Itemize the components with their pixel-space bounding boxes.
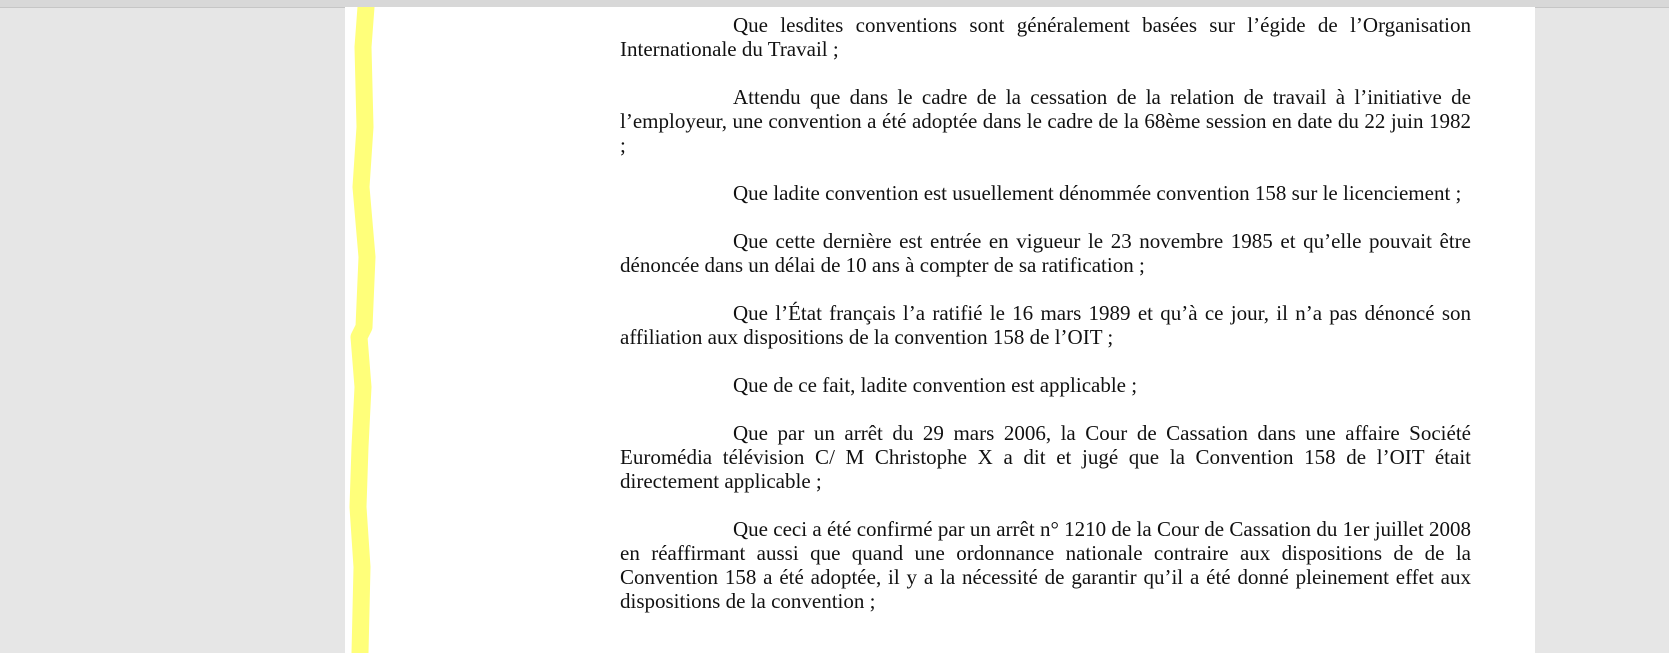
paragraph-8: Que ceci a été confirmé par un arrêt n° 1210 de la Cour de Cassation du 1er juillet 2008 en réaffirmant aussi que quand une ordonnance nationale contraire aux dispositions de de la Convention 158 a été adoptée, il y a la nécessité de garantir qu’il a été donné pleinement effet aux dispositions de la convention ; <box>620 517 1471 613</box>
document-body <box>620 13 1471 637</box>
paragraph-5: Que l’État français l’a ratifié le 16 mars 1989 et qu’à ce jour, il n’a pas dénoncé son affiliation aux dispositions de la convention 158 de l’OIT ; <box>620 301 1471 349</box>
paragraph-7: Que par un arrêt du 29 mars 2006, la Cour de Cassation dans une affaire Société Euromédia télévision C/ M Christophe X a dit et jugé que la Convention 158 de l’OIT était directement applicable ; <box>620 421 1471 493</box>
paragraph-1: Que lesdites conventions sont généralement basées sur l’égide de l’Organisation Internationale du Travail ; <box>620 13 1471 61</box>
highlighter-mark <box>345 7 385 653</box>
paragraph-6: Que de ce fait, ladite convention est applicable ; <box>733 373 1138 397</box>
document-page[interactable] <box>345 7 1535 653</box>
paragraph-4: Que cette dernière est entrée en vigueur le 23 novembre 1985 et qu’elle pouvait être dénoncée dans un délai de 10 ans à compter de sa ratification ; <box>620 229 1471 277</box>
paragraph-2: Attendu que dans le cadre de la cessation de la relation de travail à l’initiative de l’employeur, une convention a été adoptée dans le cadre de la 68ème session en date du 22 juin 1982 ; <box>620 85 1471 157</box>
paragraph-3: Que ladite convention est usuellement dénommée convention 158 sur le licenciement ; <box>733 181 1462 205</box>
